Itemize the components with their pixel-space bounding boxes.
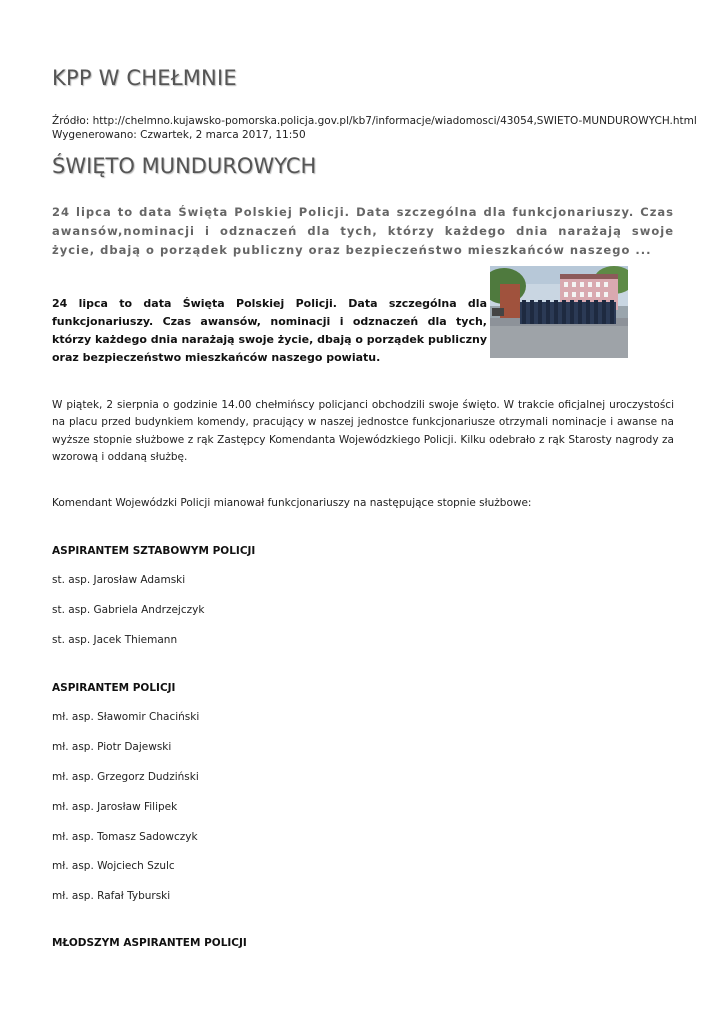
rank-heading: ASPIRANTEM SZTABOWYM POLICJI — [52, 545, 256, 557]
nominations-intro: Komendant Wojewódzki Policji mianował funkcjonariuszy na następujące stopnie służbowe: — [52, 497, 532, 509]
person-item: st. asp. Jarosław Adamski — [52, 574, 186, 586]
person-item: mł. asp. Tomasz Sadowczyk — [52, 831, 198, 843]
article-title: ŚWIĘTO MUNDUROWYCH — [52, 154, 317, 178]
meta-info — [52, 114, 697, 142]
person-item: st. asp. Jacek Thiemann — [52, 634, 178, 646]
source-url: Źródło: http://chelmno.kujawsko-pomorska.policja.gov.pl/kb7/informacje/wiadomosci/43054,SWIETO-MUNDUROWYCH.html — [52, 115, 697, 127]
person-item: mł. asp. Sławomir Chaciński — [52, 711, 200, 723]
rank-heading: MŁODSZYM ASPIRANTEM POLICJI — [52, 937, 247, 949]
person-item: mł. asp. Piotr Dajewski — [52, 741, 172, 753]
person-item: st. asp. Gabriela Andrzejczyk — [52, 604, 205, 616]
person-item: mł. asp. Jarosław Filipek — [52, 801, 178, 813]
article-body: W piątek, 2 sierpnia o godzinie 14.00 chełmińscy policjanci obchodzili swoje święto. W trakcie oficjalnej uroczystości na placu przed budynkiem komendy, pracujący w naszej jednostce funkcjonariusze otrzymali nominacje i awanse na wyższe stopnie służbowe z rąk Zastępcy Komendanta Wojewódzkiego Policji. Kilku odebrało z rąk Starosty nagrody za wzorową i oddaną służbę. — [52, 399, 674, 463]
person-item: mł. asp. Rafał Tyburski — [52, 890, 171, 902]
ceremony-photo-image — [490, 266, 628, 358]
article-intro: 24 lipca to data Święta Polskiej Policji. Data szczególna dla funkcjonariuszy. Czas awansów, nominacji i odznaczeń dla tych, którzy każdego dnia narażają swoje życie, dbają o porządek publiczny oraz bezpieczeństwo mieszkańców naszego powiatu. — [52, 297, 487, 364]
article-lead: 24 lipca to data Święta Polskiej Policji. Data szczególna dla funkcjonariuszy. Czas awansów,nominacji i odznaczeń dla tych, którzy każdego dnia narażają swoje życie, dbają o porządek publiczny oraz bezpieczeństwo mieszkańców naszego ... — [52, 205, 674, 257]
generated-date: Wygenerowano: Czwartek, 2 marca 2017, 11:50 — [52, 129, 306, 141]
ceremony-photo — [490, 266, 628, 358]
rank-heading: ASPIRANTEM POLICJI — [52, 682, 176, 694]
person-item: mł. asp. Wojciech Szulc — [52, 860, 175, 872]
person-item: mł. asp. Grzegorz Dudziński — [52, 771, 199, 783]
site-title: KPP W CHEŁMNIE — [52, 66, 237, 90]
